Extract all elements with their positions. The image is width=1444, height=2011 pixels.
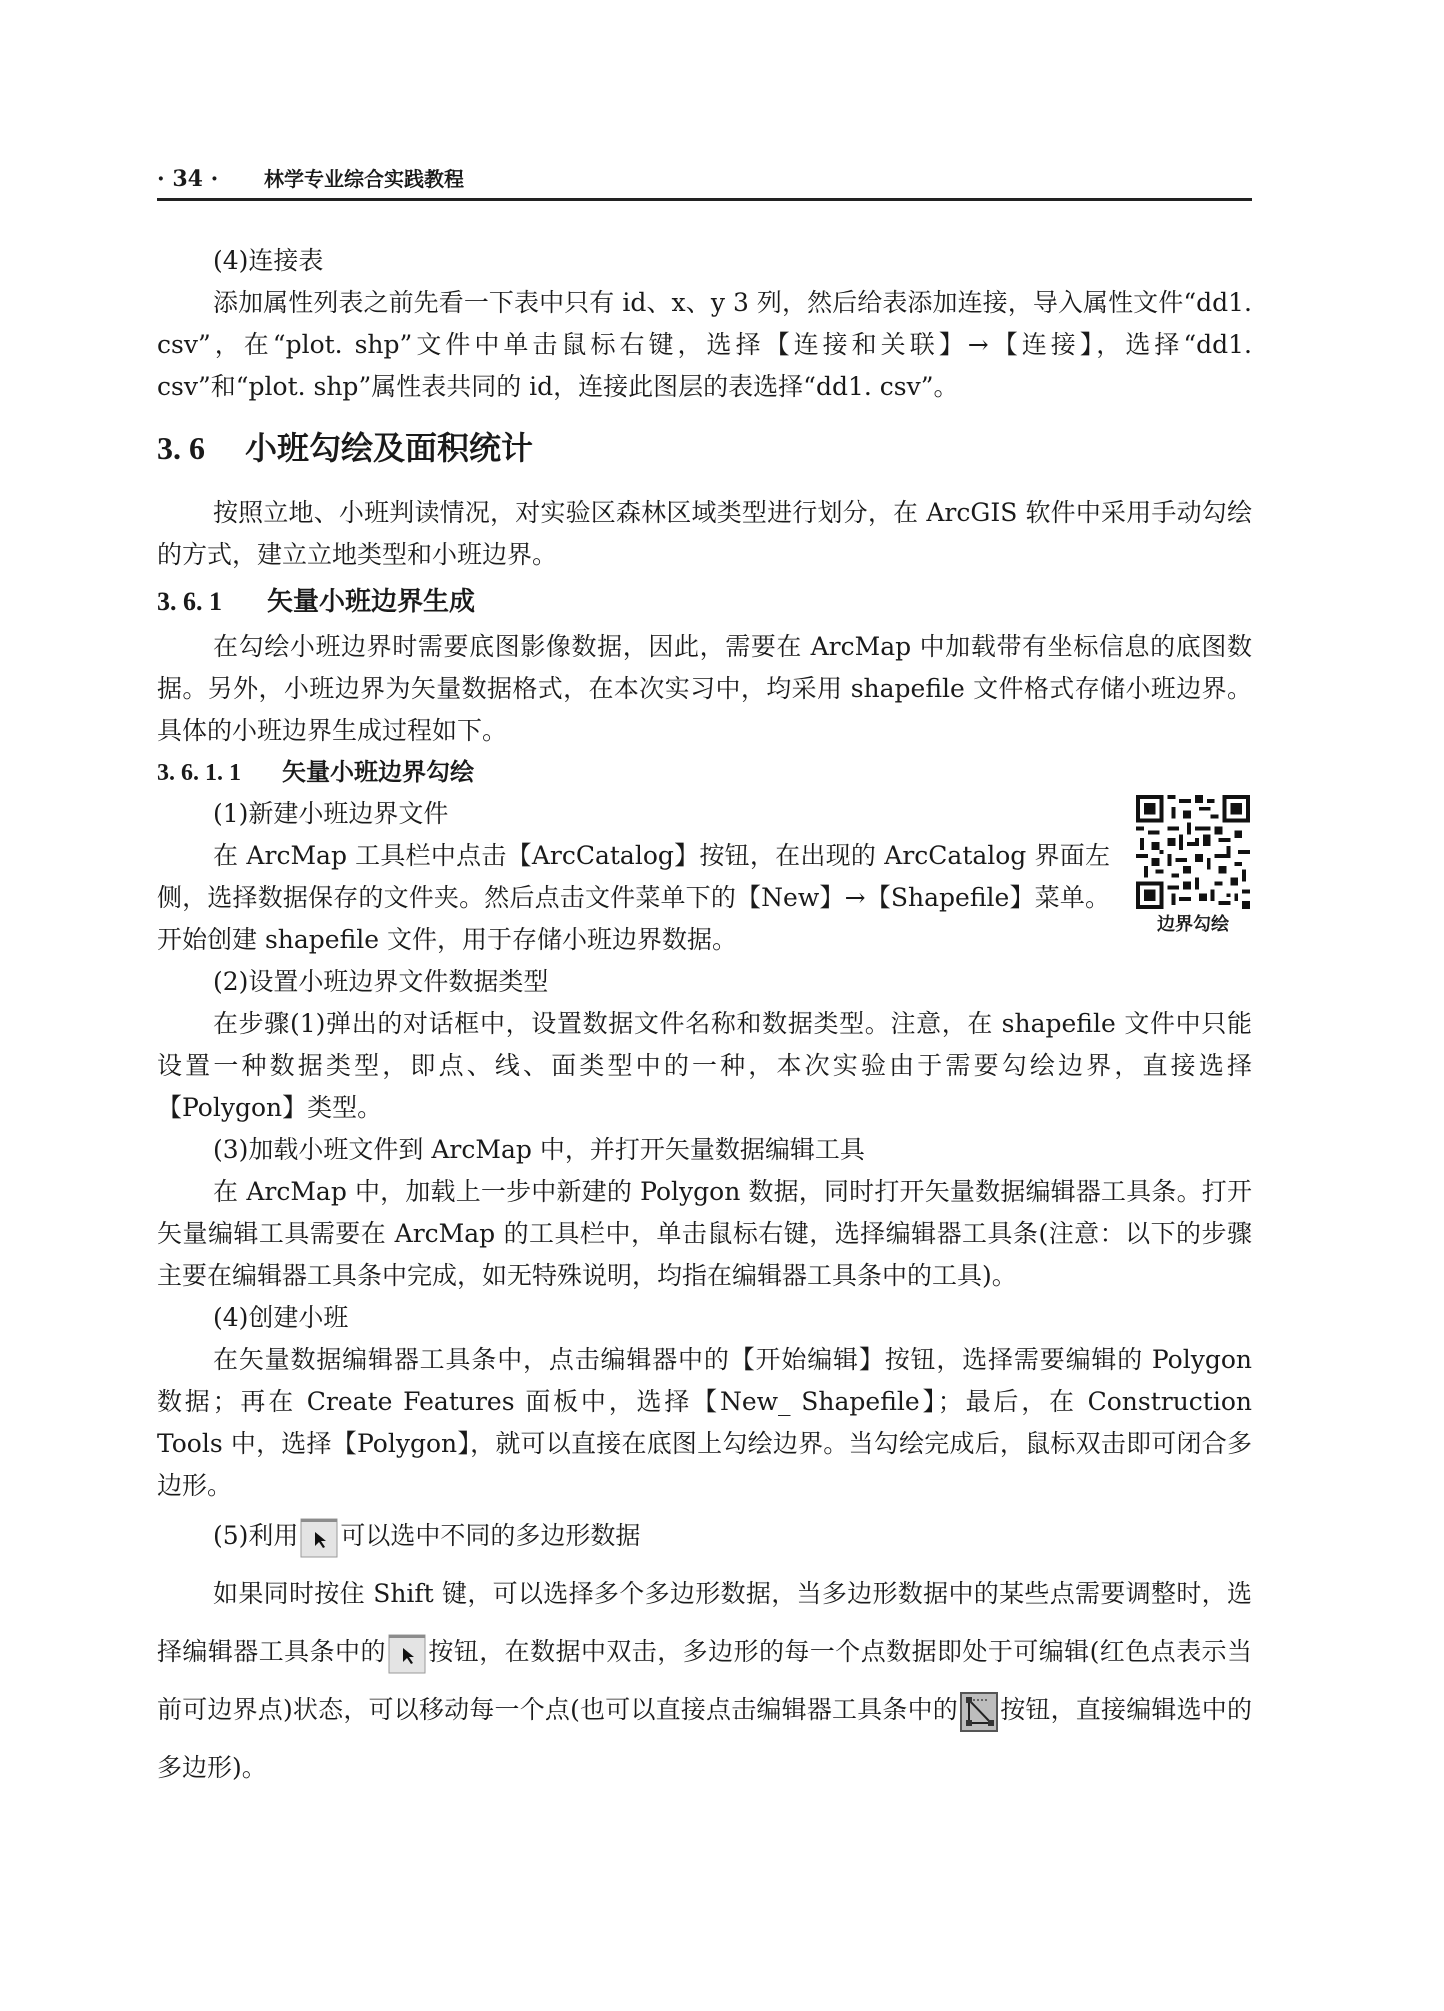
qr-figure — [1134, 795, 1252, 941]
step-5-body-part-a: 如果同时按住 Shift 键，可以选择多个多边形数据，当多边形数据中的某些点需要调整时，选择编辑器工具条中的 — [157, 1579, 1252, 1666]
subsection-title: 矢量小班边界生成 — [267, 587, 476, 617]
step-1-title: (1)新建小班边界文件 — [213, 799, 449, 828]
subsubsection-number: 3. 6. 1. 1 — [157, 760, 241, 786]
step-5-block — [157, 1507, 1252, 1797]
section-heading-3-6 — [157, 422, 1252, 474]
section-number: 3. 6 — [157, 430, 205, 466]
page-number: · 34 · — [157, 166, 219, 192]
running-header — [157, 160, 1252, 201]
step-4-join-body: 添加属性列表之前先看一下表中只有 id、x、y 3 列，然后给表添加连接，导入属性文件“dd1. csv”，在“plot. shp”文件中单击鼠标右键，选择【连接和关联】→【连接】，选择“dd1. csv”和“plot. shp”属性表共同的 id，连接此图层的表选择“dd1. csv”。 — [157, 288, 1252, 401]
step-2-body: 在步骤(1)弹出的对话框中，设置数据文件名称和数据类型。注意，在 shapefile 文件中只能设置一种数据类型，即点、线、面类型中的一种，本次实验由于需要勾绘边界，直接选择【Polygon】类型。 — [157, 1009, 1252, 1122]
section-title: 小班勾绘及面积统计 — [245, 429, 534, 467]
book-title: 林学专业综合实践教程 — [263, 167, 464, 191]
step-3-title: (3)加载小班文件到 ArcMap 中，并打开矢量数据编辑工具 — [213, 1135, 865, 1164]
edit-vertices-icon — [960, 1692, 998, 1732]
edit-tool-arrow-icon — [388, 1634, 426, 1674]
subsection-number: 3. 6. 1 — [157, 587, 222, 616]
step-4-body: 在矢量数据编辑器工具条中，点击编辑器中的【开始编辑】按钮，选择需要编辑的 Polygon 数据；再在 Create Features 面板中，选择【New_ Shapefile】；最后，在 Construction Tools 中，选择【Polygon】，就可以直接在底图上勾绘边界。当勾绘完成后，鼠标双击即可闭合多边形。 — [157, 1345, 1252, 1500]
step-5-prefix: (5)利用 — [213, 1521, 299, 1550]
section-intro: 按照立地、小班判读情况，对实验区森林区域类型进行划分，在 ArcGIS 软件中采用手动勾绘的方式，建立立地类型和小班边界。 — [157, 498, 1252, 569]
subsubsection-title: 矢量小班边界勾绘 — [282, 758, 474, 786]
step-5-suffix: 可以选中不同的多边形数据 — [340, 1521, 641, 1550]
step-5-title — [157, 1507, 1252, 1565]
qr-code-icon[interactable] — [1136, 795, 1250, 909]
step-1-body: 在 ArcMap 工具栏中点击【ArcCatalog】按钮，在出现的 ArcCatalog 界面左侧，选择数据保存的文件夹。然后点击文件菜单下的【New】→【Shapefile】菜单。开始创建 shapefile 文件，用于存储小班边界数据。 — [157, 841, 1110, 954]
page-content — [157, 240, 1252, 1797]
step-5-body-part-c: 按钮，直接编辑选中的多边形)。 — [157, 1695, 1252, 1782]
step-5-body-part-b: 按钮，在数据中双击，多边形的每一个点数据即处于可编辑(红色点表示当前可边界点)状态，可以移动每一个点(也可以直接点击编辑器工具条中的 — [157, 1637, 1252, 1724]
step-4-join-title: (4)连接表 — [213, 246, 324, 275]
step-1-block — [157, 793, 1252, 961]
subsection-heading-3-6-1 — [157, 580, 1252, 624]
step-2-title: (2)设置小班边界文件数据类型 — [213, 967, 549, 996]
step-4-title: (4)创建小班 — [213, 1303, 349, 1332]
edit-tool-arrow-icon — [300, 1518, 338, 1558]
step-3-body: 在 ArcMap 中，加载上一步中新建的 Polygon 数据，同时打开矢量数据编辑器工具条。打开矢量编辑工具需要在 ArcMap 的工具栏中，单击鼠标右键，选择编辑器工具条(注意：以下的步骤主要在编辑器工具条中完成，如无特殊说明，均指在编辑器工具条中的工具)。 — [157, 1177, 1252, 1290]
step-5-body — [157, 1565, 1252, 1797]
qr-caption: 边界勾绘 — [1157, 914, 1229, 935]
subsection-body: 在勾绘小班边界时需要底图影像数据，因此，需要在 ArcMap 中加载带有坐标信息的底图数据。另外，小班边界为矢量数据格式，在本次实习中，均采用 shapefile 文件格式存储小班边界。具体的小班边界生成过程如下。 — [157, 632, 1252, 745]
subsubsection-heading-3-6-1-1 — [157, 752, 1252, 793]
